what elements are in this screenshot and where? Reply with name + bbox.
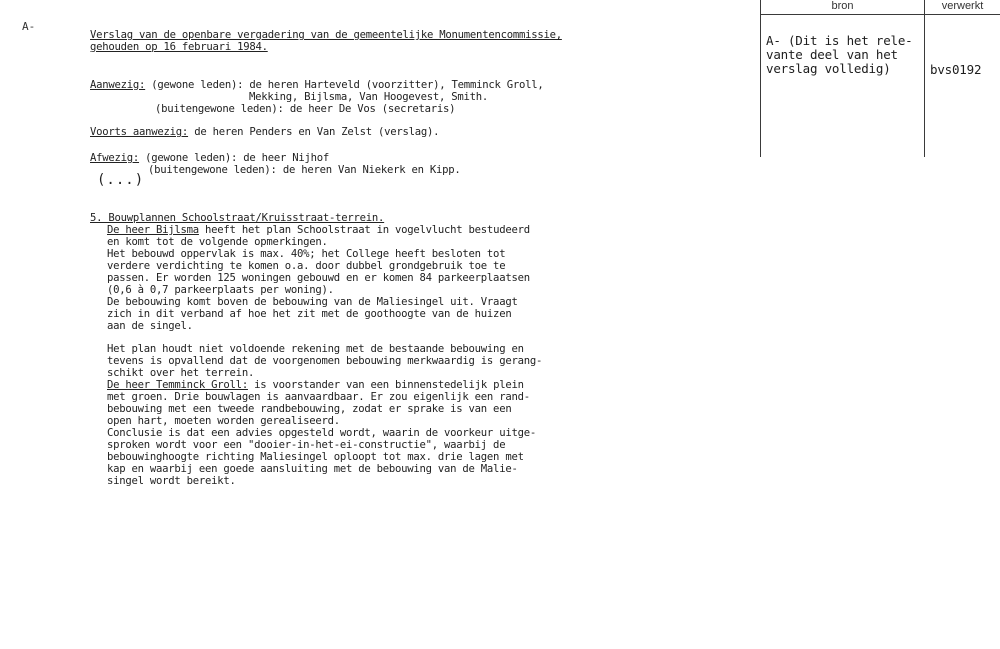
- verwerkt-cell: bvs0192: [930, 62, 982, 77]
- absent-text-1: (gewone leden): de heer Nijhof: [139, 152, 329, 164]
- para-1-line: en komt tot de volgende opmerkingen.: [107, 236, 328, 248]
- column-header-bron: bron: [831, 0, 854, 12]
- item-5-heading: 5. Bouwplannen Schoolstraat/Kruisstraat-terrein.: [90, 212, 385, 224]
- also-present-line: [90, 127, 439, 138]
- bron-cell-line: A- (Dit is het rele-: [766, 33, 913, 48]
- para-1-line: zich in dit verband af hoe het zit met de goothoogte van de huizen: [107, 308, 512, 320]
- bron-cell-line: vante deel van het: [766, 47, 898, 62]
- table-left-rule: [760, 0, 761, 157]
- margin-mark: A-: [22, 20, 36, 33]
- table-header-rule: [760, 14, 1000, 15]
- para-3-line: met groen. Drie bouwlagen is aanvaardbaar. Er zou eigenlijk een rand-: [107, 391, 530, 403]
- para-3-line: singel wordt bereikt.: [107, 475, 236, 487]
- para-1-line: De bebouwing komt boven de bebouwing van de Maliesingel uit. Vraagt: [107, 296, 518, 308]
- para-1-line: verdere verdichting te komen o.a. door dubbel grondgebruik toe te: [107, 260, 506, 272]
- absent-line-2: (buitengewone leden): de heren Van Niekerk en Kipp.: [148, 164, 461, 176]
- para-3-line: Conclusie is dat een advies opgesteld wordt, waarin de voorkeur uitge-: [107, 427, 536, 439]
- para-2-line: schikt over het terrein.: [107, 367, 255, 379]
- para-3-line: kap en waarbij een goede aansluiting met de bebouwing van de Malie-: [107, 463, 518, 475]
- para-3-line: open hart, moeten worden gerealiseerd.: [107, 415, 340, 427]
- present-line-3: (buitengewone leden): de heer De Vos (secretaris): [155, 103, 456, 115]
- report-title-line-1: Verslag van de openbare vergadering van de gemeentelijke Monumentencommissie,: [90, 29, 562, 41]
- para-1-line: (0,6 à 0,7 parkeerplaats per woning).: [107, 284, 334, 296]
- absent-label: Afwezig:: [90, 152, 140, 164]
- present-line-1: [90, 80, 543, 91]
- para-2-line: Het plan houdt niet voldoende rekening met de bestaande bebouwing en: [107, 343, 524, 355]
- omission-ellipsis: (...): [97, 172, 145, 188]
- speaker-2-text: is voorstander van een binnenstedelijk plein: [247, 379, 524, 391]
- para-3-line: sproken wordt voor een "dooier-in-het-ei-constructie", waarbij de: [107, 439, 506, 451]
- also-present-label: Voorts aanwezig:: [90, 126, 189, 138]
- speaker-2-line: [107, 380, 524, 391]
- para-3-line: bebouwing met een tweede randbebouwing, zodat er sprake is van een: [107, 403, 512, 415]
- para-1-line: passen. Er worden 125 woningen gebouwd en er komen 84 parkeerplaatsen: [107, 272, 530, 284]
- present-text-1: (gewone leden): de heren Harteveld (voorzitter), Temminck Groll,: [145, 79, 544, 91]
- also-present-text: de heren Penders en Van Zelst (verslag).: [188, 126, 440, 138]
- speaker-1-text: heeft het plan Schoolstraat in vogelvlucht bestudeerd: [198, 224, 530, 236]
- para-1-line: Het bebouwd oppervlak is max. 40%; het College heeft besloten tot: [107, 248, 506, 260]
- present-line-2: Mekking, Bijlsma, Van Hoogevest, Smith.: [249, 91, 488, 103]
- column-header-verwerkt: verwerkt: [941, 0, 984, 12]
- table-column-rule: [924, 0, 925, 157]
- report-title-line-2: gehouden op 16 februari 1984.: [90, 41, 268, 53]
- speaker-2-label: De heer Temminck Groll:: [107, 379, 248, 391]
- para-1-line: aan de singel.: [107, 320, 193, 332]
- absent-line-1: [90, 153, 329, 164]
- bron-cell-line: verslag volledig): [766, 61, 891, 76]
- present-label: Aanwezig:: [90, 79, 146, 91]
- speaker-1-line: [107, 225, 530, 236]
- para-2-line: tevens is opvallend dat de voorgenomen bebouwing merkwaardig is gerang-: [107, 355, 543, 367]
- speaker-1-label: De heer Bijlsma: [107, 224, 199, 236]
- para-3-line: bebouwinghoogte richting Maliesingel oploopt tot max. drie lagen met: [107, 451, 524, 463]
